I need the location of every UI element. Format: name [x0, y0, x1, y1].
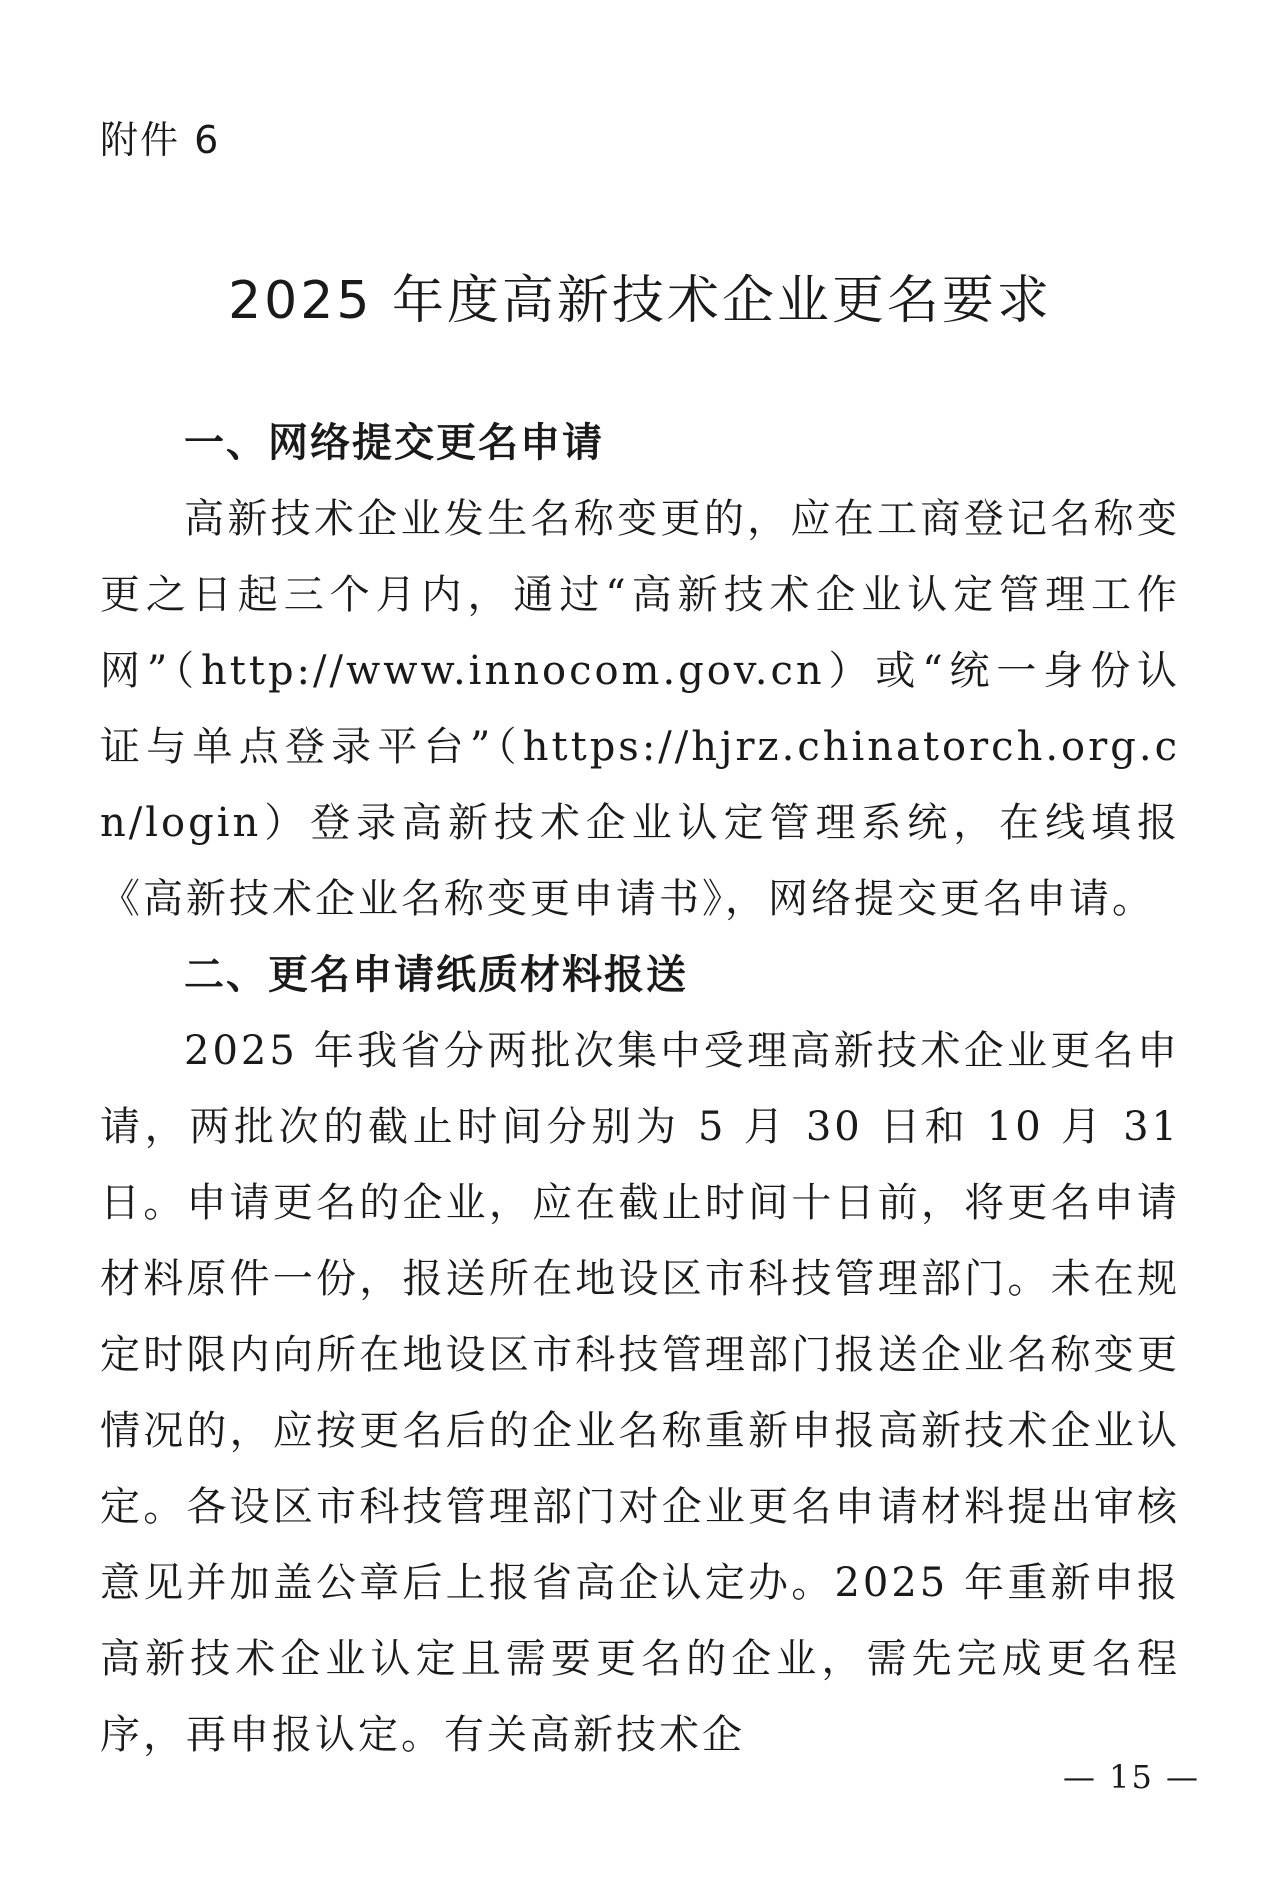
page-number: — 15 — [1062, 1758, 1200, 1796]
document-title: 2025 年度高新技术企业更名要求 [228, 271, 1052, 331]
section-paragraph-online-submission: 高新技术企业发生名称变更的，应在工商登记名称变更之日起三个月内，通过“高新技术企业认定管理工作网”（http://www.innocom.gov.cn）或“统一身份认证与单点登录平台”（https://hjrz.chinatorch.org.cn/login）登录高新技术企业认定管理系统，在线填报《高新技术企业名称变更申请书》，网络提交更名申请。 [100, 496, 1180, 922]
attachment-label: 附件 6 [100, 118, 221, 162]
section-heading-online-submission: 一、网络提交更名申请 [184, 420, 604, 466]
section-paragraph-paper-materials: 2025 年我省分两批次集中受理高新技术企业更名申请，两批次的截止时间分别为 5 月 30 日和 10 月 31 日。申请更名的企业，应在截止时间十日前，将更名申请材料原件一份，报送所在地设区市科技管理部门。未在规定时限内向所在地设区市科技管理部门报送企业名称变更情况的，应按更名后的企业名称重新申报高新技术企业认定。各设区市科技管理部门对企业更名申请材料提出审核意见并加盖公章后上报省高企认定办。2025 年重新申报高新技术企业认定且需要更名的企业，需先完成更名程序，再申报认定。有关高新技术企 [100, 1028, 1180, 1758]
document-body [100, 405, 1180, 1773]
section-heading-paper-materials: 二、更名申请纸质材料报送 [184, 952, 688, 998]
